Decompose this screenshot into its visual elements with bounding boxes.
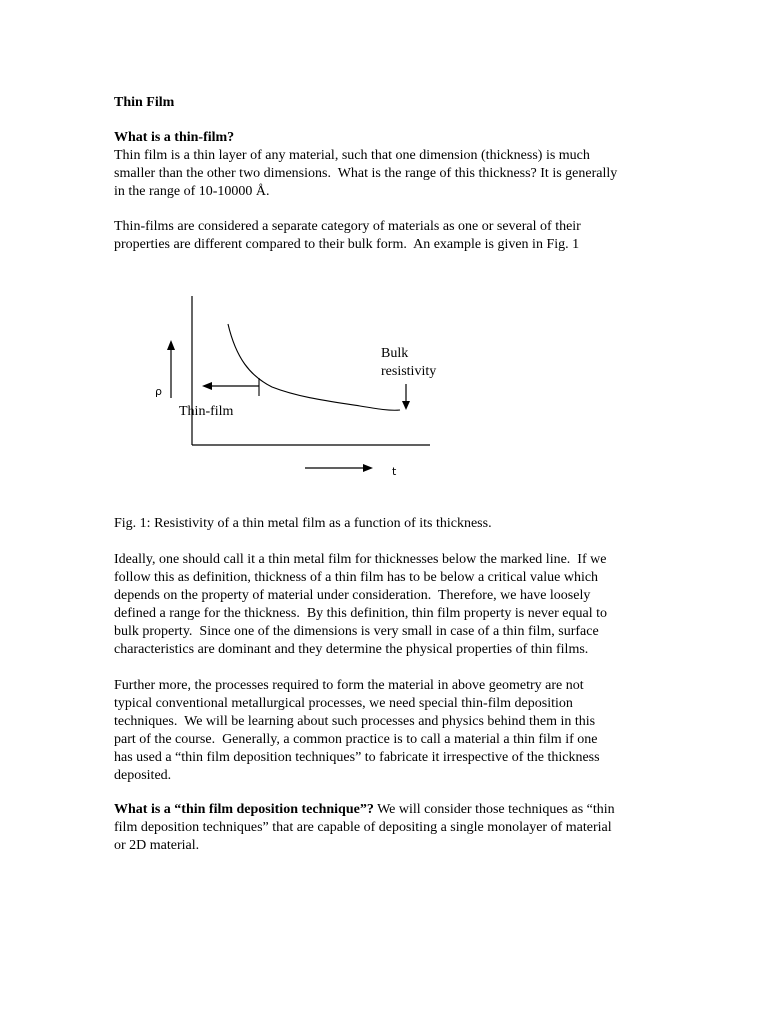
section-heading-thin-film: What is a thin-film? <box>114 130 235 145</box>
x-arrow-head <box>363 464 373 472</box>
paragraph-deposition-technique <box>114 801 659 855</box>
figure-resistivity-vs-thickness <box>0 280 768 490</box>
paragraph-ideal-definition: Ideally, one should call it a thin metal film for thicknesses below the marked line. If we follow this as definition, thickness of a thin film has to be below a critical value which depends on the property of material under consideration. Therefore, we have loosely defined a range for the thickness. By this definition, thin film property is never equal to bulk property. Since one of the dimensions is very small in case of a thin film, surface characteristics are dominant and they determine the physical properties of thin films. <box>114 552 607 657</box>
resistivity-curve <box>228 324 400 410</box>
thin-film-arrow-head <box>202 382 212 390</box>
document-title: Thin Film <box>114 95 175 110</box>
paragraph-category: Thin-films are considered a separate category of materials as one or several of their properties are different compared to their bulk form. An example is given in Fig. 1 <box>114 219 581 252</box>
bulk-arrow-head <box>402 401 410 410</box>
paragraph-processes: Further more, the processes required to form the material in above geometry are not typical conventional metallurgical processes, we need special thin-film deposition techniques. We will be learning about such processes and physics behind them in this part of the course. Generally, a common practice is to call a material a thin film if one has used a “thin film deposition techniques” to fabricate it irrespective of the thickness deposited. <box>114 678 600 783</box>
thin-film-label: Thin-film <box>179 404 234 419</box>
deposition-technique-heading: What is a “thin film deposition technique”? <box>114 802 374 817</box>
paragraph-definition: Thin film is a thin layer of any material, such that one dimension (thickness) is much smaller than the other two dimensions. What is the range of this thickness? It is generally in the range of 10-10000 Å. <box>114 148 618 199</box>
figure-drawing <box>0 280 768 490</box>
figure-caption: Fig. 1: Resistivity of a thin metal film as a function of its thickness. <box>114 516 492 531</box>
y-axis-label-rho: ρ <box>155 385 162 398</box>
bulk-resistivity-label: Bulk resistivity <box>381 346 437 379</box>
deposition-technique-text: We will consider those techniques as “thin film deposition techniques” that are capable of depositing a single monolayer of material or 2D material. <box>114 802 615 853</box>
x-axis-label-t: t <box>392 465 397 478</box>
y-arrow-head <box>167 340 175 350</box>
